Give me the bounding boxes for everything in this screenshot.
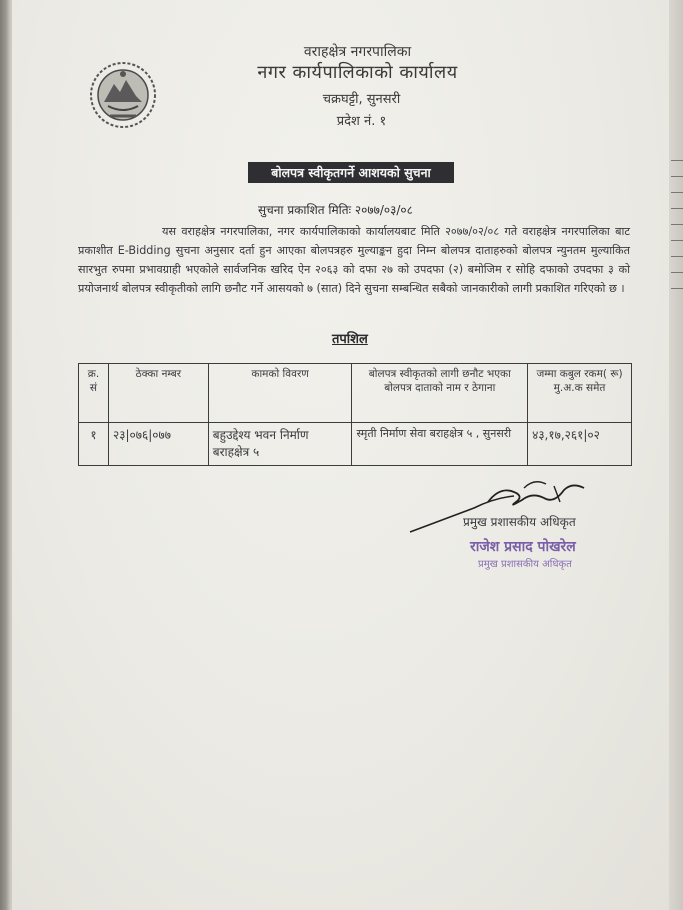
published-date: सुचना प्रकाशित मितिः २०७७/०३/०८	[258, 203, 413, 217]
award-table	[78, 363, 632, 466]
header-bidder: बोलपत्र स्वीकृतको लागी छनौट भएका बोलपत्र दाताको नाम र ठेगाना	[352, 364, 528, 423]
header-contract-number: ठेक्का नम्बर	[108, 364, 208, 423]
cell-amount: ४३,१७,२६१|०२	[528, 423, 632, 466]
schedule-heading: तपशिल	[332, 332, 368, 347]
cell-contract-number: २३|०७६|०७७	[108, 423, 208, 466]
province-name: प्रदेश नं. १	[336, 114, 387, 129]
office-location: चक्रघट्टी, सुनसरी	[322, 92, 401, 107]
office-name: नगर कार्यपालिकाको कार्यालय	[257, 62, 458, 83]
page-edge	[669, 0, 683, 910]
cell-serial: १	[79, 423, 109, 466]
header-amount: जम्मा कबुल रकम( रू) मु.अ.क समेत	[528, 364, 632, 423]
notice-body	[78, 222, 630, 298]
table-header-row	[79, 364, 632, 423]
stamp-name: राजेश प्रसाद पोखरेल	[470, 539, 576, 555]
notice-title: बोलपत्र स्वीकृतगर्ने आशयको सुचना	[248, 162, 454, 183]
table-row	[79, 423, 632, 466]
header-work-description: कामको विवरण	[208, 364, 352, 423]
header-serial: क्र. सं	[79, 364, 109, 423]
stamp-designation: प्रमुख प्रशासकीय अधिकृत	[478, 559, 572, 570]
signatory-title: प्रमुख प्रशासकीय अधिकृत	[463, 515, 576, 529]
notice-body-text: यस वराहक्षेत्र नगरपालिका, नगर कार्यपालिकाको कार्यालयबाट मिति २०७७/०२/०८ गते वराहक्षेत्र नगरपालिका बाट प्रकाशीत E-Bidding सुचना अनुसार दर्ता हुन आएका बोलपत्रहरु मुल्याङ्कन हुदा निम्न बोलपत्र दाताहरुको बोलपत्र न्युनतम मुल्याकित सारभुत रुपमा प्रभावग्राही भएकोले सार्वजनिक खरिद ऐन २०६३ को दफा २७ को उपदफा (२) बमोजिम र सोहि दफाको उपदफा ३ को प्रयोजनार्थ बोलपत्र स्वीकृतीको लागि छनौट गर्ने आसयको ७ (सात) दिने सुचना सम्बन्धित सबैको जानकारीको लागी प्रकाशित गरिएको छ ।	[78, 225, 630, 295]
cell-bidder: स्मृती निर्माण सेवा बराहक्षेत्र ५ , सुनसरी	[352, 423, 528, 466]
cell-work-description: बहुउद्देश्य भवन निर्माण बराहक्षेत्र ५	[208, 423, 352, 466]
municipality-name: वराहक्षेत्र नगरपालिका	[303, 44, 412, 60]
